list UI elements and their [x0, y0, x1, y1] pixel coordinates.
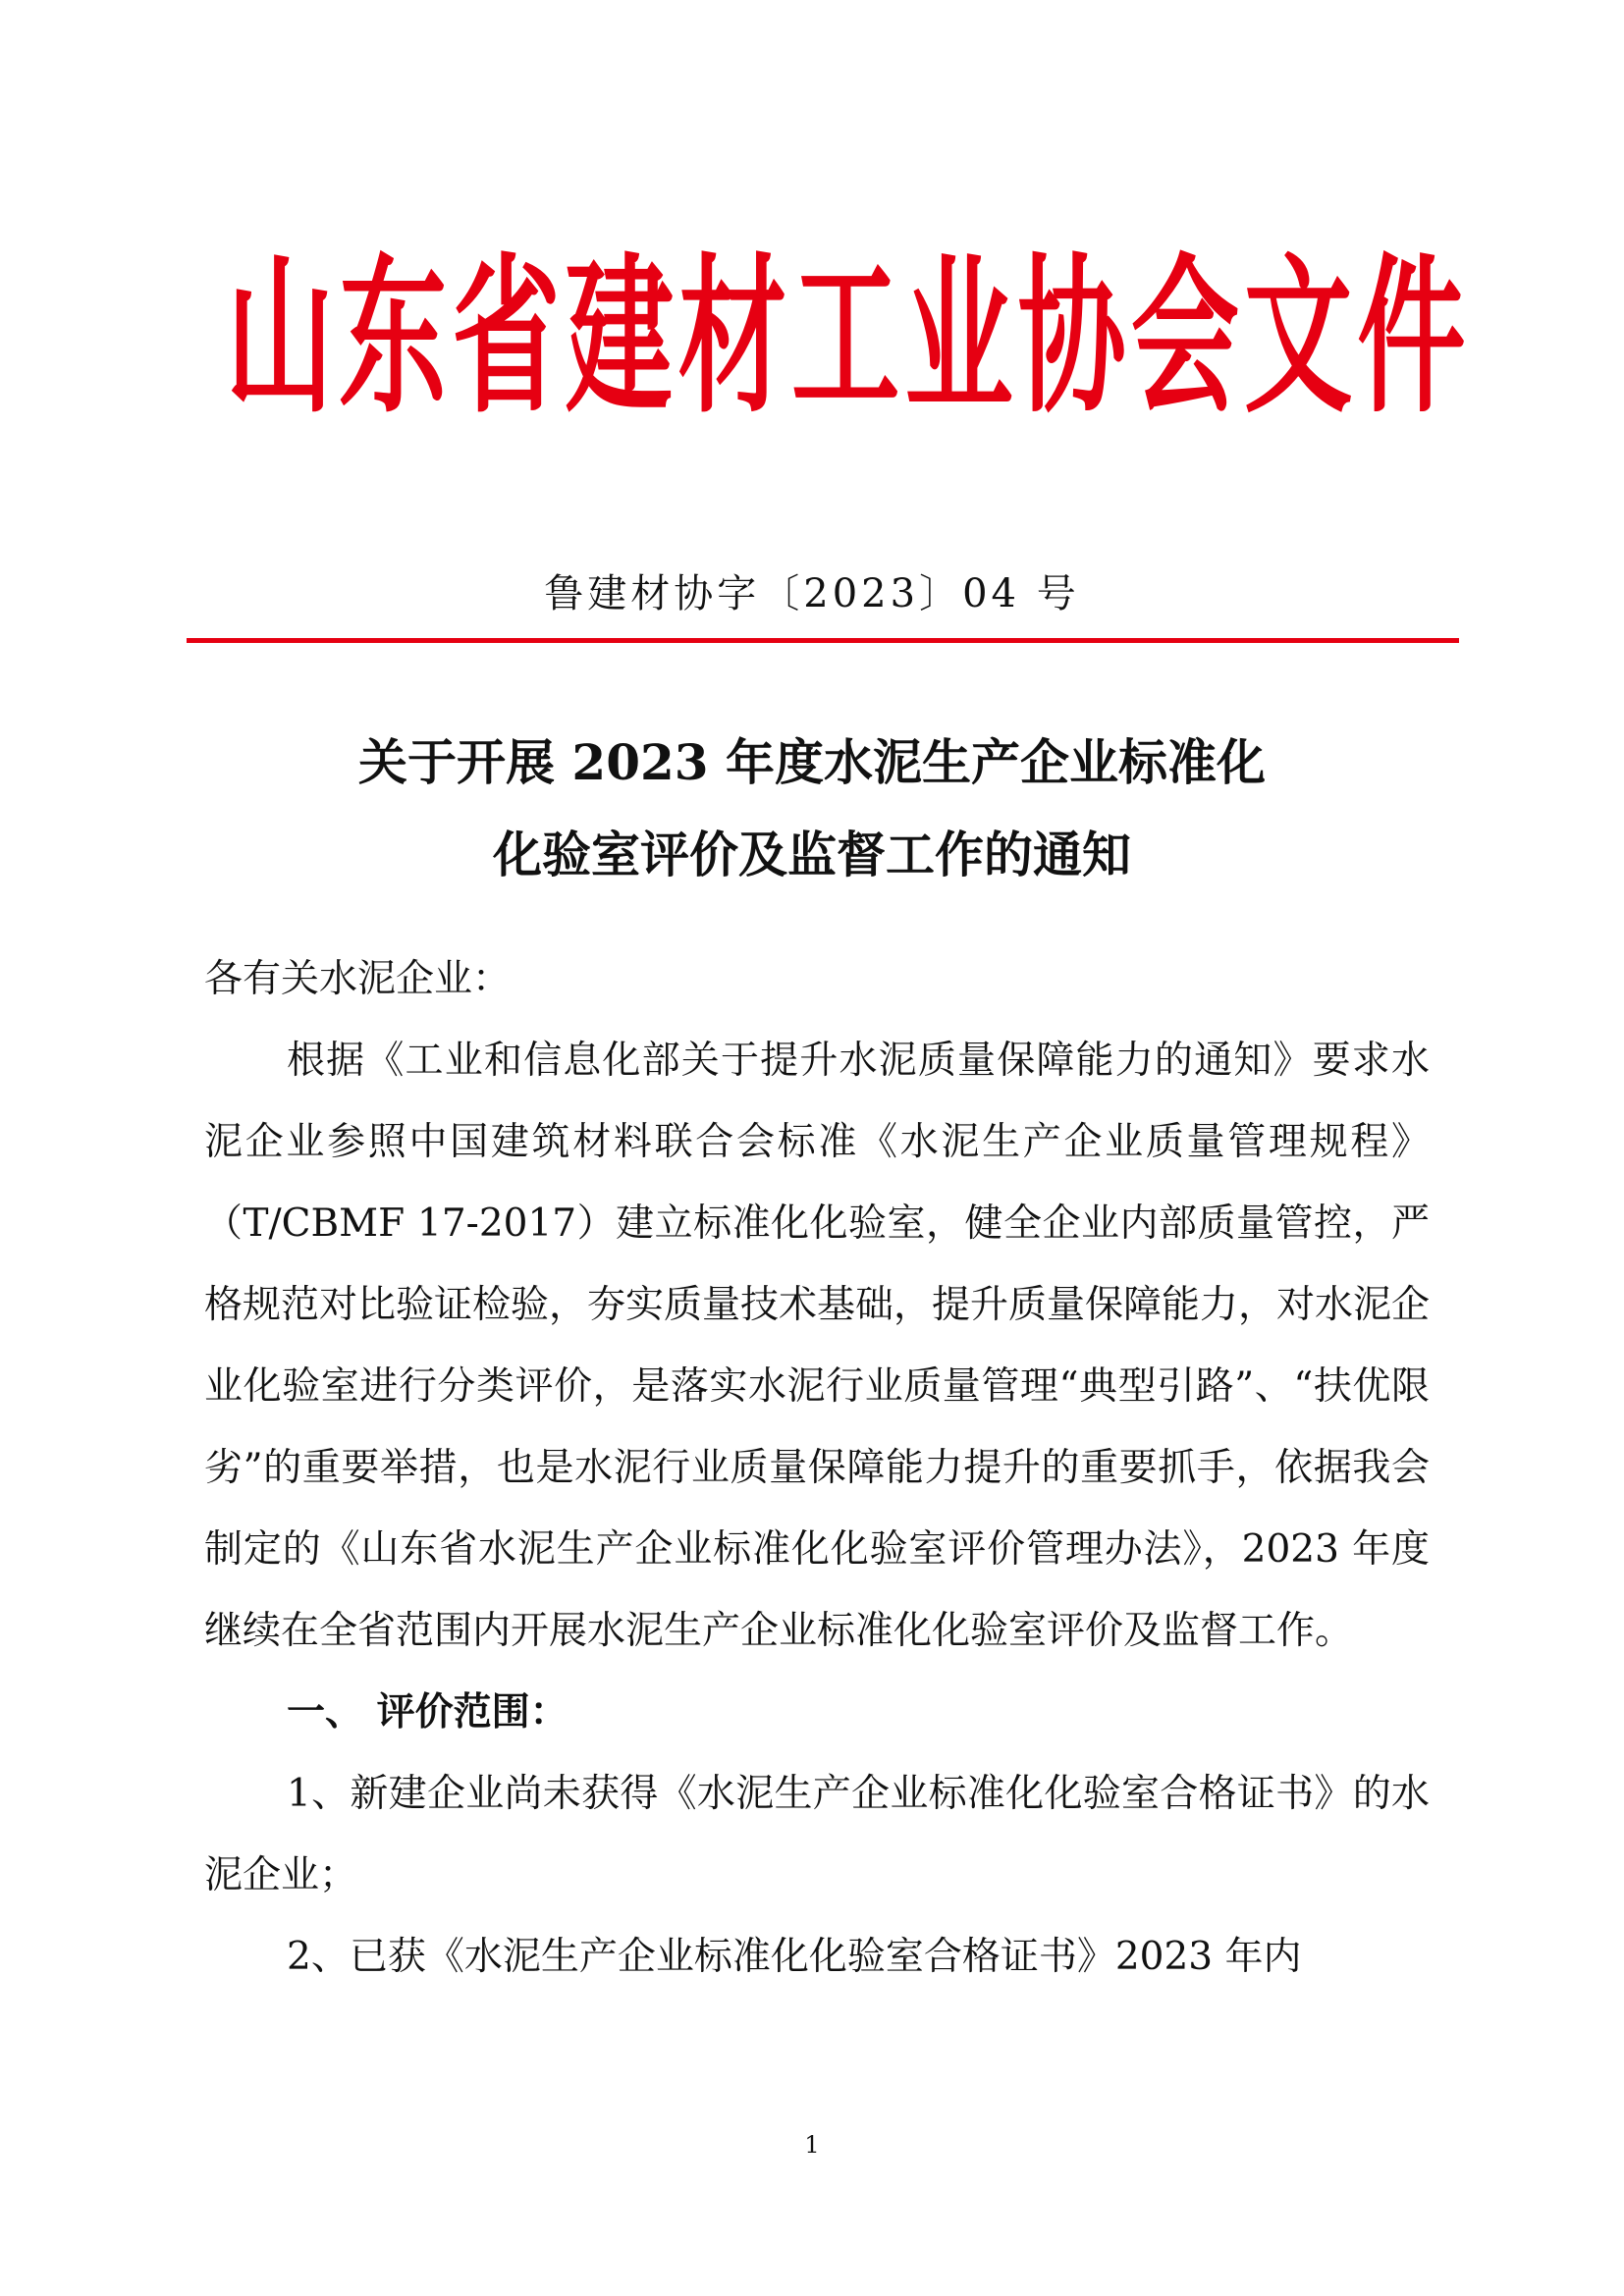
- document-number: 鲁建材协字〔2023〕04 号: [544, 571, 1080, 616]
- scope-item-1: 1、新建企业尚未获得《水泥生产企业标准化化验室合格证书》的水泥企业；: [204, 1772, 1430, 1897]
- salutation: 各有关水泥企业：: [204, 957, 512, 1001]
- section-heading-scope: 一、 评价范围：: [287, 1689, 568, 1735]
- title-line-1: 关于开展 2023 年度水泥生产企业标准化: [358, 733, 1266, 791]
- title-line-2: 化验室评价及监督工作的通知: [493, 826, 1131, 883]
- page-number: 1: [804, 2131, 820, 2159]
- masthead-title: 山东省建材工业协会文件: [226, 239, 1471, 437]
- document-title: [0, 717, 1624, 901]
- red-divider: [187, 638, 1459, 643]
- document-body: [204, 938, 1430, 1998]
- intro-paragraph: 根据《工业和信息化部关于提升水泥质量保障能力的通知》要求水泥企业参照中国建筑材料联合会标准《水泥生产企业质量管理规程》（T/CBMF 17-2017）建立标准化化验室，健全企业内部质量管控，严格规范对比验证检验，夯实质量技术基础，提升质量保障能力，对水泥企业化验室进行分类评价，是落实水泥行业质量管理“典型引路”、“扶优限劣”的重要举措，也是水泥行业质量保障能力提升的重要抓手，依据我会制定的《山东省水泥生产企业标准化化验室评价管理办法》，2023 年度继续在全省范围内开展水泥生产企业标准化化验室评价及监督工作。: [204, 1039, 1431, 1653]
- scope-item-2: 2、已获《水泥生产企业标准化化验室合格证书》2023 年内: [287, 1935, 1302, 1979]
